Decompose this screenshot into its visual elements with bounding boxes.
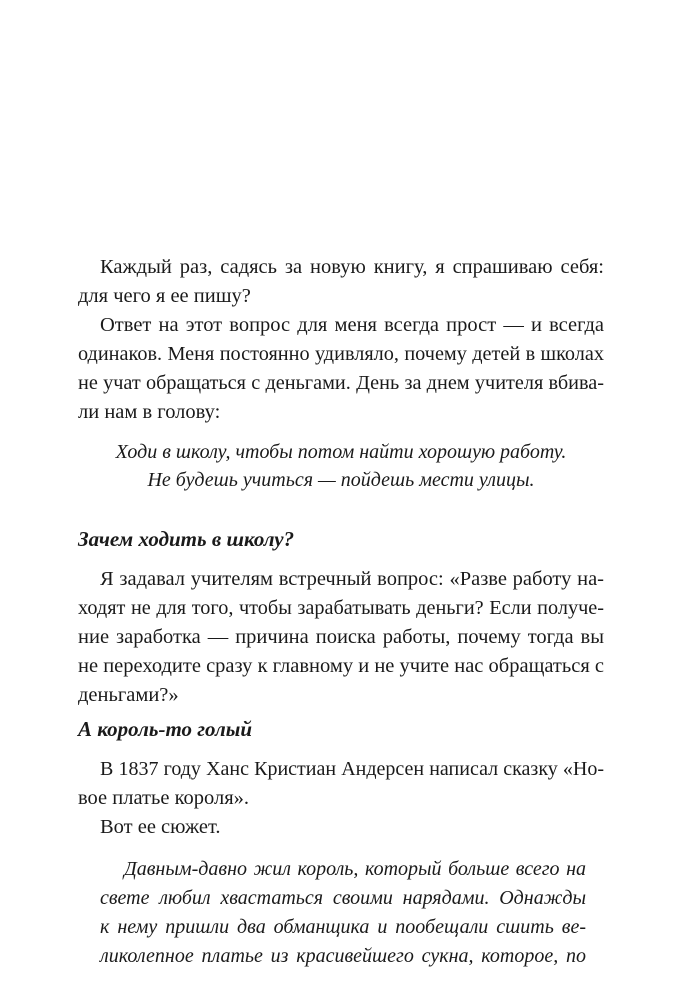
intro-line-3: Ответ на этот вопрос для меня всегда прост — и всегда [100, 314, 604, 336]
section2-line-3: Вот ее сюжет. [100, 816, 221, 838]
section1-line-1: Я задавал учителям встречный вопрос: «Разве работу на- [100, 568, 604, 590]
section1-heading: Зачем ходить в школу? [78, 527, 295, 551]
intro-line-2: для чего я ее пишу? [78, 285, 251, 307]
intro-line-4: одинаков. Меня постоянно удивляло, почему детей в школах [78, 343, 604, 365]
quote-line-4: ликолепное платье из красивейшего сукна, которое, по [100, 945, 586, 967]
section1-line-5: деньгами?» [78, 684, 179, 706]
epigraph-line-1: Ходи в школу, чтобы потом найти хорошую работу. [115, 441, 567, 463]
section1-line-2: ходят не для того, чтобы зарабатывать деньги? Если получе- [78, 597, 604, 619]
quote-line-2: свете любил хвастаться своими нарядами. Однажды [100, 887, 586, 909]
section1-line-4: не переходите сразу к главному и не учите нас обращаться с [78, 655, 604, 677]
section1-line-3: ние заработка — причина поиска работы, почему тогда вы [78, 626, 604, 648]
intro-line-6: ли нам в голову: [78, 401, 221, 423]
quote-line-1: Давным-давно жил король, который больше всего на [124, 858, 586, 880]
epigraph-line-2: Не будешь учиться — пойдешь мести улицы. [147, 469, 535, 491]
section2-heading: А король-то голый [78, 717, 253, 741]
quote-line-3: к нему пришли два обманщика и пообещали сшить ве- [100, 916, 586, 938]
section2-line-1: В 1837 году Ханс Кристиан Андерсен написал сказку «Но- [100, 758, 604, 780]
intro-line-1: Каждый раз, садясь за новую книгу, я спрашиваю себя: [100, 256, 604, 278]
section2-line-2: вое платье короля». [78, 787, 249, 809]
intro-line-5: не учат обращаться с деньгами. День за днем учителя вбива- [78, 372, 604, 394]
